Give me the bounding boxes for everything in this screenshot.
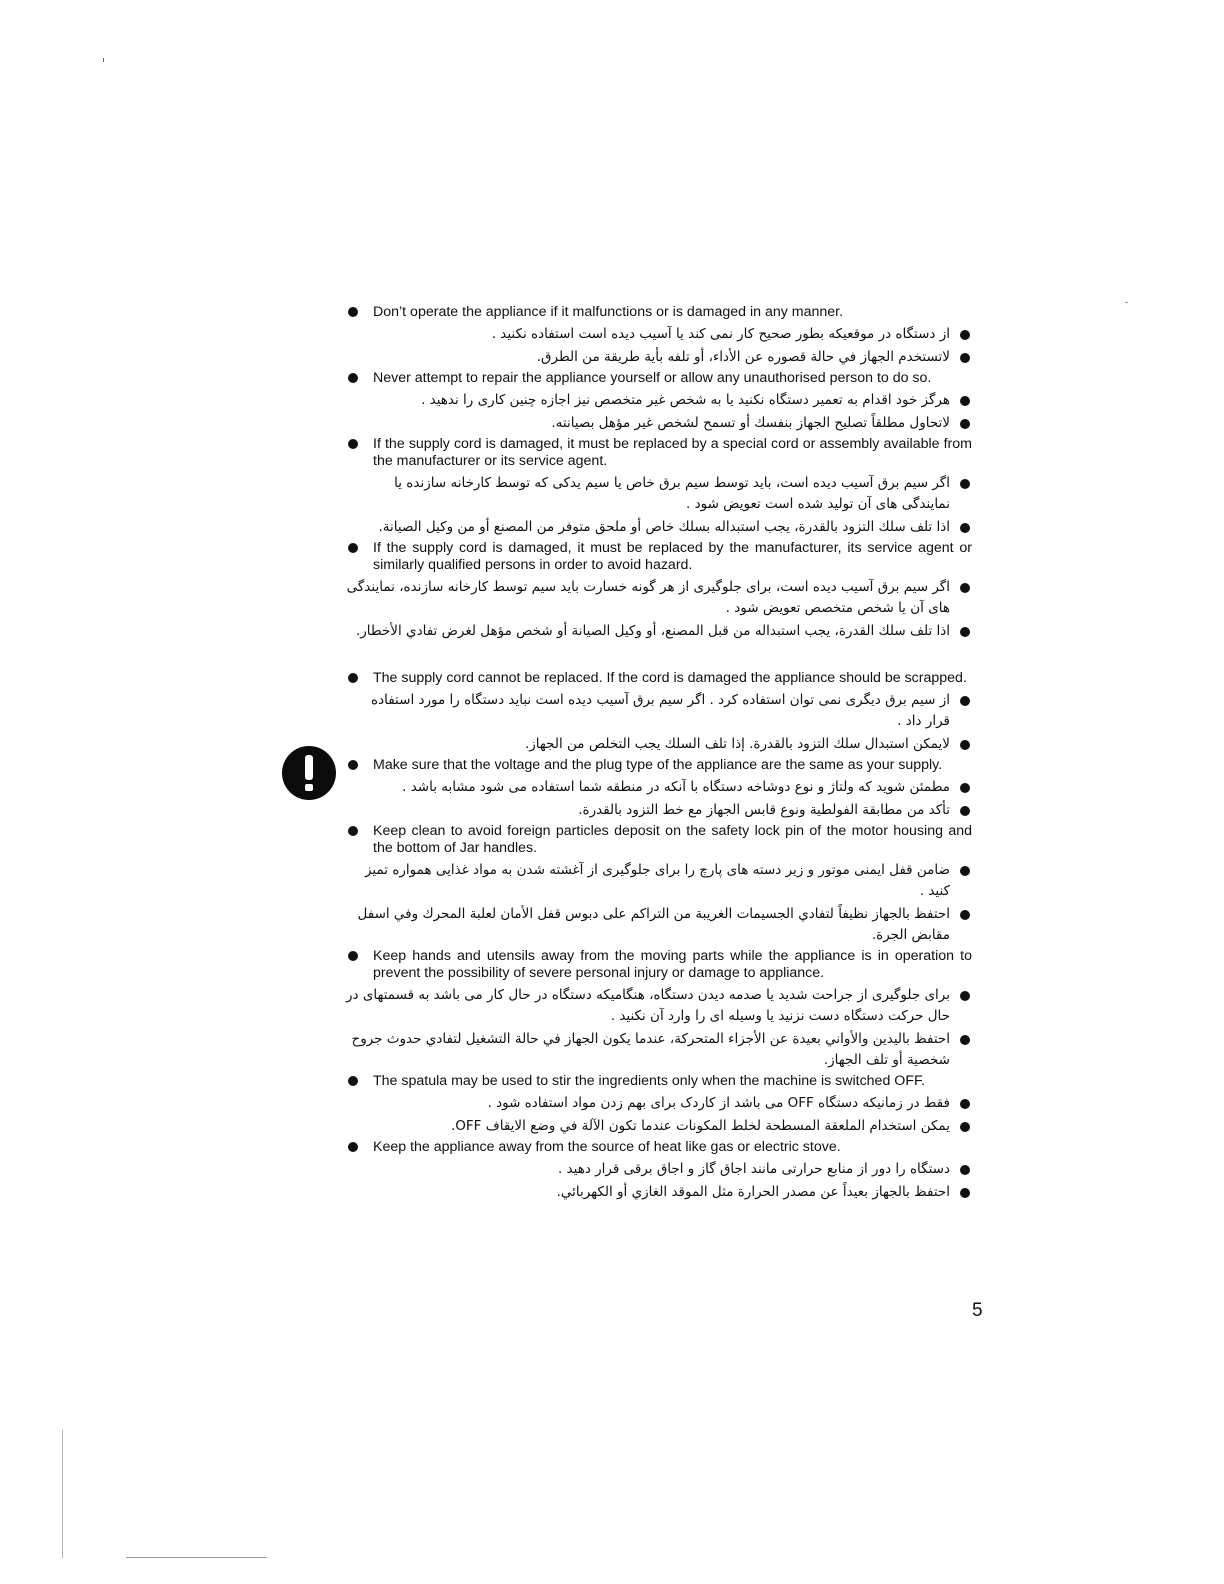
bullet-icon <box>348 1142 358 1152</box>
bullet-icon <box>960 1188 970 1198</box>
instruction-text: اذا تلف سلك التزود بالقدرة، يجب استبداله بسلك خاص أو ملحق متوفر من المصنع أو من وكيل الصيانة. <box>378 519 950 535</box>
instruction-ar <box>346 517 972 538</box>
bullet-icon <box>960 479 970 489</box>
bullet-icon <box>960 523 970 533</box>
instruction-text: لاتستخدم الجهاز في حالة قصوره عن الأداء، أو تلفه بأية طريقة من الطرق. <box>536 349 950 365</box>
bullet-icon <box>960 806 970 816</box>
bullet-icon <box>960 627 970 637</box>
instruction-text: دستگاه را دور از منابع حرارتی مانند اجاق گاز و اجاق برقی قرار دهید . <box>557 1161 950 1177</box>
instruction-fa <box>346 1159 972 1180</box>
bullet-icon <box>960 866 970 876</box>
instruction-ar <box>346 904 972 946</box>
instruction-fa <box>346 777 972 798</box>
instruction-fa <box>346 690 972 732</box>
instruction-text: احتفظ بالجهاز بعيداً عن مصدر الحرارة مثل الموقد الغازي أو الكهربائي. <box>556 1184 950 1200</box>
instruction-fa <box>346 985 972 1027</box>
instruction-fa <box>346 860 972 902</box>
instruction-text: از دستگاه در موقعیکه بطور صحیح کار نمی کند یا آسیب دیده است استفاده نکنید . <box>491 326 950 342</box>
instruction-text: Make sure that the voltage and the plug type of the appliance are the same as your supply. <box>373 757 943 773</box>
instruction-en <box>346 1139 972 1156</box>
scan-mark <box>103 58 104 62</box>
bullet-icon <box>348 760 358 770</box>
instruction-text: Keep hands and utensils away from the moving parts while the appliance is in operation to prevent the possibility of severe personal injury or damage to appliance. <box>373 948 972 981</box>
bullet-icon <box>348 951 358 961</box>
bullet-icon <box>960 419 970 429</box>
instruction-text: Keep the appliance away from the source of heat like gas or electric stove. <box>373 1139 841 1155</box>
bullet-icon <box>348 543 358 553</box>
instruction-en <box>346 1073 972 1090</box>
page-number: 5 <box>972 1300 983 1321</box>
bullet-icon <box>960 740 970 750</box>
instruction-group <box>346 304 972 642</box>
instruction-en <box>346 304 972 321</box>
warning-exclamation-icon <box>282 746 336 800</box>
instruction-group <box>346 670 972 1203</box>
instruction-text: يمكن استخدام الملعقة المسطحة لخلط المكونات عندما تكون الآلة في وضع الايقاف OFF. <box>450 1118 950 1134</box>
instruction-ar <box>346 1029 972 1071</box>
instruction-text: Keep clean to avoid foreign particles deposit on the safety lock pin of the motor housing and the bottom of Jar handles. <box>373 823 972 856</box>
bullet-icon <box>960 696 970 706</box>
instruction-text: If the supply cord is damaged, it must be replaced by the manufacturer, its service agent or similarly qualified persons in order to avoid hazard. <box>373 540 972 573</box>
instruction-ar <box>346 1182 972 1203</box>
instruction-fa <box>346 473 972 515</box>
scan-mark <box>1125 302 1128 303</box>
instruction-text: ضامن قفل ایمنی موتور و زیر دسته های پارچ را برای جلوگیری از آغشته شدن به مواد غذایی همواره تمیز کنید . <box>364 862 950 899</box>
instruction-text: اگر سیم برق آسیب دیده است، باید توسط سیم برق خاص یا سیم یدکی که توسط کارخانه سازنده یا نمایندگی های آن تولید شده است تعویض شود . <box>394 475 950 512</box>
instruction-text: لاتحاول مطلقاً تصليح الجهاز بنفسك أو تسمح لشخص غير مؤهل بصيانته. <box>551 415 950 431</box>
bullet-icon <box>348 673 358 683</box>
scan-edge-line <box>62 1430 63 1558</box>
bullet-icon <box>348 373 358 383</box>
bullet-icon <box>960 353 970 363</box>
bullet-icon <box>960 1099 970 1109</box>
instruction-text: The supply cord cannot be replaced. If the cord is damaged the appliance should be scrapped. <box>373 670 967 686</box>
instruction-en <box>346 823 972 857</box>
bullet-icon <box>348 439 358 449</box>
safety-instructions <box>346 304 972 1205</box>
instruction-fa <box>346 324 972 345</box>
instruction-text: مطمئن شوید که ولتاژ و نوع دوشاخه دستگاه با آنکه در منطقه شما استفاده می شود مشابه باشد . <box>402 779 950 795</box>
instruction-ar <box>346 800 972 821</box>
bullet-icon <box>960 783 970 793</box>
instruction-text: احتفظ باليدين والأواني بعيدة عن الأجزاء المتحركة، عندما يكون الجهاز في حالة التشغيل لتفادي حدوث جروح شخصية أو تلف الجهاز. <box>351 1031 950 1068</box>
instruction-text: اگر سیم برق آسیب دیده است، برای جلوگیری از هر گونه خسارت باید سیم توسط کارخانه سازنده، نمایندگی های آن یا شخص متخصص تعویض شود . <box>346 579 950 616</box>
instruction-text: هرگز خود اقدام به تعمیر دستگاه نکنید یا به شخص غیر متخصص نیز اجازه چنین کاری را ندهید . <box>421 392 950 408</box>
instruction-en <box>346 540 972 574</box>
instruction-text: فقط در زمانیکه دستگاه OFF می باشد از کاردک برای بهم زدن مواد استفاده شود . <box>487 1095 950 1111</box>
instruction-en <box>346 948 972 982</box>
instruction-ar <box>346 734 972 755</box>
bullet-icon <box>960 1165 970 1175</box>
bullet-icon <box>960 910 970 920</box>
instruction-text: If the supply cord is damaged, it must be replaced by a special cord or assembly available from the manufacturer or its service agent. <box>373 436 972 469</box>
instruction-text: Don’t operate the appliance if it malfunctions or is damaged in any manner. <box>373 304 844 320</box>
bullet-icon <box>348 307 358 317</box>
instruction-ar <box>346 1116 972 1137</box>
instruction-text: احتفظ بالجهاز نظيفاً لتفادي الجسيمات الغريبة من التراكم على دبوس قفل الأمان لعلبة المحرك وفي اسفل مقابض الجرة. <box>357 906 950 943</box>
instruction-text: The spatula may be used to stir the ingredients only when the machine is switched OFF. <box>373 1073 926 1089</box>
instruction-en <box>346 670 972 687</box>
instruction-fa <box>346 1093 972 1114</box>
instruction-en <box>346 370 972 387</box>
footer-rule <box>126 1557 267 1558</box>
bullet-icon <box>348 1076 358 1086</box>
instruction-en <box>346 757 972 774</box>
instruction-text: از سیم برق دیگری نمی توان استفاده کرد . اگر سیم برق آسیب دیده است نباید دستگاه را مورد استفاده قرار داد . <box>371 692 950 729</box>
group-spacer <box>346 644 972 670</box>
bullet-icon <box>960 1035 970 1045</box>
instruction-ar <box>346 621 972 642</box>
bullet-icon <box>960 583 970 593</box>
instruction-text: لايمكن استبدال سلك التزود بالقدرة. إذا تلف السلك يجب التخلص من الجهاز. <box>525 736 950 752</box>
instruction-ar <box>346 413 972 434</box>
bullet-icon <box>960 991 970 1001</box>
bullet-icon <box>960 396 970 406</box>
instruction-en <box>346 436 972 470</box>
bullet-icon <box>960 330 970 340</box>
instruction-fa <box>346 577 972 619</box>
instruction-text: برای جلوگیری از جراحت شدید یا صدمه دیدن دستگاه، هنگامیکه دستگاه در حال کار می باشد به قسمتهای در حال حرکت دستگاه دست نزنید یا وسیله ای را وارد آن نکنید . <box>346 987 950 1024</box>
instruction-text: Never attempt to repair the appliance yourself or allow any unauthorised person to do so. <box>373 370 932 386</box>
instruction-ar <box>346 347 972 368</box>
bullet-icon <box>960 1122 970 1132</box>
instruction-text: تأكد من مطابقة الفولطية ونوع قابس الجهاز مع خط التزود بالقدرة. <box>578 802 950 818</box>
bullet-icon <box>348 826 358 836</box>
instruction-fa <box>346 390 972 411</box>
instruction-text: اذا تلف سلك القدرة، يجب استبداله من قبل المصنع، أو وكيل الصيانة أو شخص مؤهل لغرض تفادي الأخطار. <box>355 623 950 639</box>
